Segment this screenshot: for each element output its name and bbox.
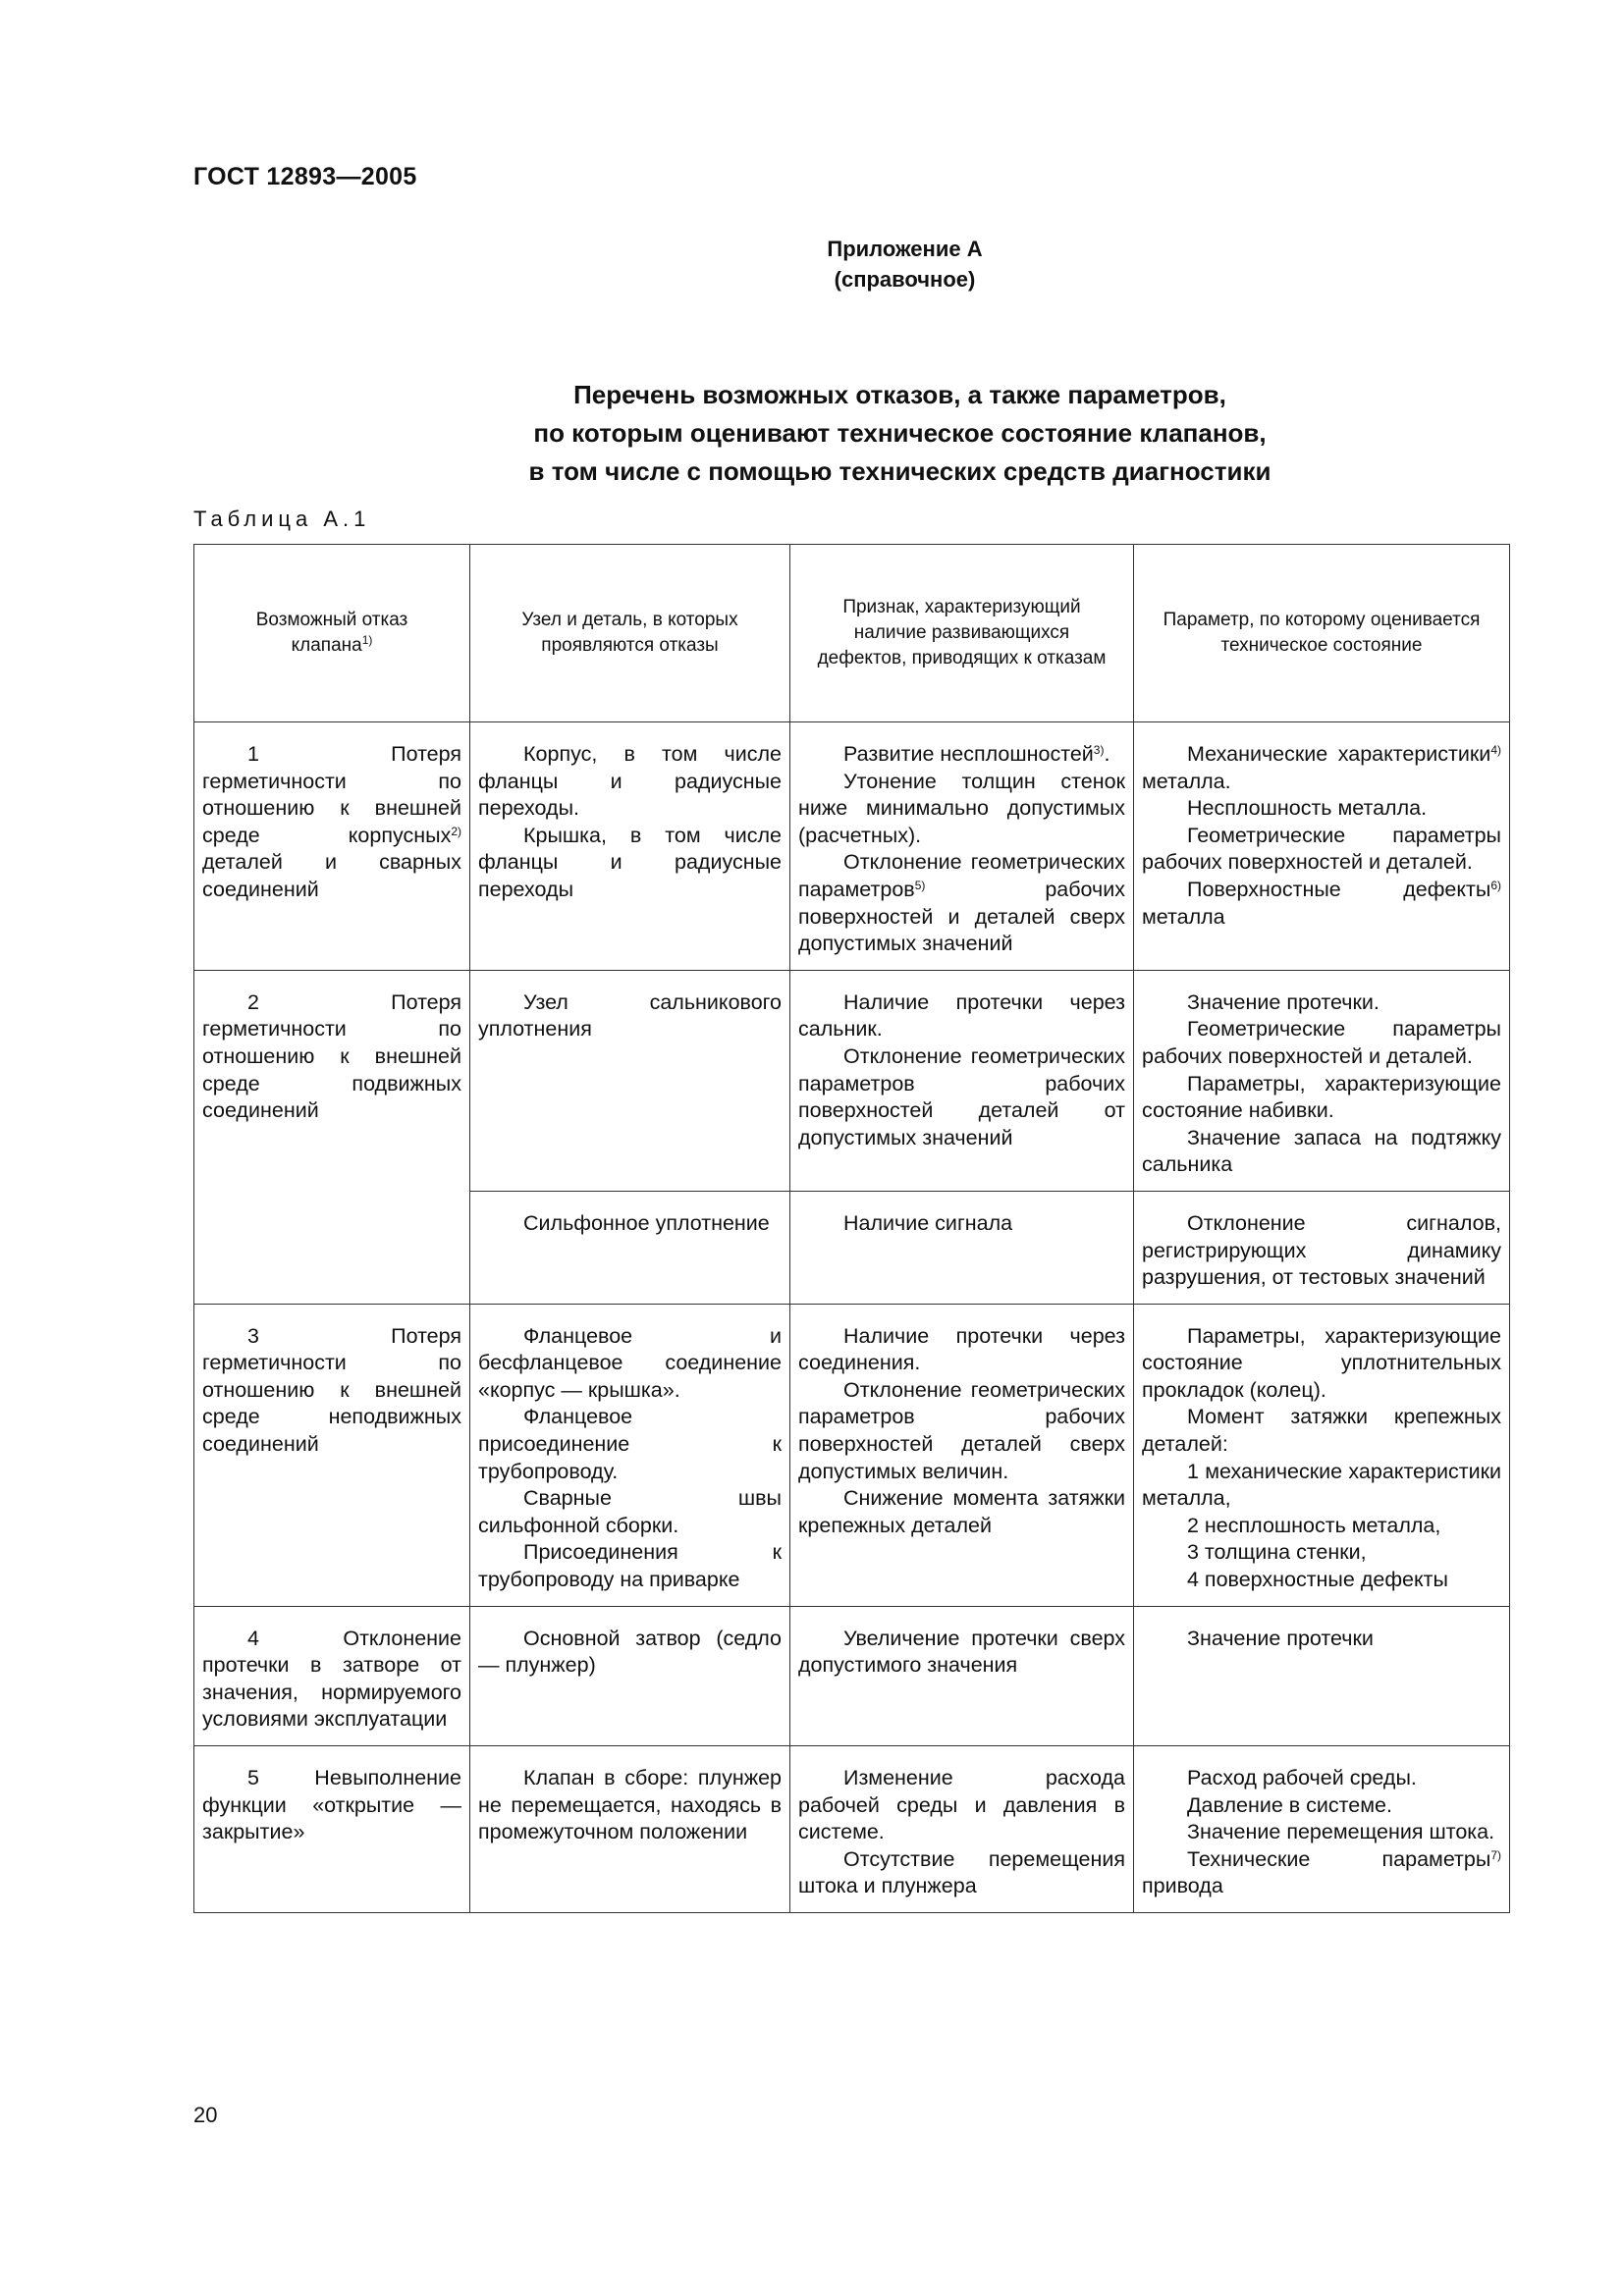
- failures-table: [193, 544, 1510, 1913]
- table-header-row: [194, 545, 1510, 722]
- table-row: [194, 722, 1510, 971]
- sign-cell: Изменение расхода рабочей среды и давления в системе. Отсутствие перемещения штока и плунжера: [790, 1746, 1134, 1913]
- parameter-cell: Значение протечки. Геометрические параметры рабочих поверхностей и деталей. Параметры, характеризующие состояние набивки. Значение запаса на подтяжку сальника: [1134, 970, 1510, 1191]
- parameter-cell: Расход рабочей среды. Давление в системе. Значение перемещения штока. Технические параметры$^{7)}$ привода: [1134, 1746, 1510, 1913]
- unit-cell: Корпус, в том числе фланцы и радиусные переходы. Крышка, в том числе фланцы и радиусные переходы: [470, 722, 790, 971]
- appendix-label: Приложение А: [827, 237, 983, 261]
- sign-cell: Наличие протечки через соединения. Отклонение геометрических параметров рабочих поверхностей деталей сверх допустимых величин. Снижение момента затяжки крепежных деталей: [790, 1304, 1134, 1606]
- table-label: Таблица А.1: [193, 507, 371, 531]
- column-header-sign: Признак, характеризующий наличие развивающихся дефектов, приводящих к отказам: [790, 545, 1134, 722]
- parameter-cell: Значение протечки: [1134, 1606, 1510, 1745]
- page-number: 20: [193, 2103, 218, 2127]
- unit-cell: Узел сальникового уплотнения: [470, 970, 790, 1191]
- appendix-title: [0, 376, 1623, 491]
- document-code: ГОСТ 12893—2005: [193, 163, 417, 190]
- title-line: в том числе с помощью технических средств диагностики: [528, 456, 1271, 486]
- sign-cell: Увеличение протечки сверх допустимого значения: [790, 1606, 1134, 1745]
- column-header-failure: Возможный отказ клапана$^{1)}$: [194, 545, 470, 722]
- parameter-cell: Механические характеристики$^{4)}$ металла. Несплошность металла. Геометрические параметры рабочих поверхностей и деталей. Поверхностные дефекты$^{6)}$ металла: [1134, 722, 1510, 971]
- column-header-unit: Узел и деталь, в которых проявляются отказы: [470, 545, 790, 722]
- sign-cell: Наличие сигнала: [790, 1191, 1134, 1304]
- failure-cell: 5 Невыполнение функции «открытие — закрытие»: [194, 1746, 470, 1913]
- sign-cell: Развитие несплошностей$^{3)}$. Утонение толщин стенок ниже минимально допустимых (расчетных). Отклонение геометрических параметров$^{5)}$ рабочих поверхностей и деталей сверх допустимых значений: [790, 722, 1134, 971]
- appendix-heading: [0, 234, 1623, 294]
- title-line: Перечень возможных отказов, а также параметров,: [573, 380, 1226, 409]
- table-row: [194, 1304, 1510, 1606]
- unit-cell: Фланцевое и бесфланцевое соединение «корпус — крышка». Фланцевое присоединение к трубопроводу. Сварные швы сильфонной сборки. Присоединения к трубопроводу на приварке: [470, 1304, 790, 1606]
- failure-cell: 3 Потеря герметичности по отношению к внешней среде неподвижных соединений: [194, 1304, 470, 1606]
- failure-cell: 1 Потеря герметичности по отношению к внешней среде корпусных$^{2)}$ деталей и сварных соединений: [194, 722, 470, 971]
- unit-cell: Сильфонное уплотнение: [470, 1191, 790, 1304]
- sign-cell: Наличие протечки через сальник. Отклонение геометрических параметров рабочих поверхностей деталей от допустимых значений: [790, 970, 1134, 1191]
- appendix-type: (справочное): [834, 267, 976, 292]
- failure-cell: 2 Потеря герметичности по отношению к внешней среде подвижных соединений: [194, 970, 470, 1304]
- parameter-cell: Отклонение сигналов, регистрирующих динамику разрушения, от тестовых значений: [1134, 1191, 1510, 1304]
- title-line: по которым оценивают техническое состояние клапанов,: [533, 418, 1267, 448]
- table-row: [194, 970, 1510, 1191]
- table-row: [194, 1606, 1510, 1745]
- table-row: [194, 1746, 1510, 1913]
- column-header-parameter: Параметр, по которому оценивается техническое состояние: [1134, 545, 1510, 722]
- failure-cell: 4 Отклонение протечки в затворе от значения, нормируемого условиями эксплуатации: [194, 1606, 470, 1745]
- unit-cell: Клапан в сборе: плунжер не перемещается, находясь в промежуточном положении: [470, 1746, 790, 1913]
- unit-cell: Основной затвор (седло — плунжер): [470, 1606, 790, 1745]
- parameter-cell: Параметры, характеризующие состояние уплотнительных прокладок (колец). Момент затяжки крепежных деталей: 1 механические характеристики металла, 2 несплошность металла, 3 толщина стенки, 4 поверхностные дефекты: [1134, 1304, 1510, 1606]
